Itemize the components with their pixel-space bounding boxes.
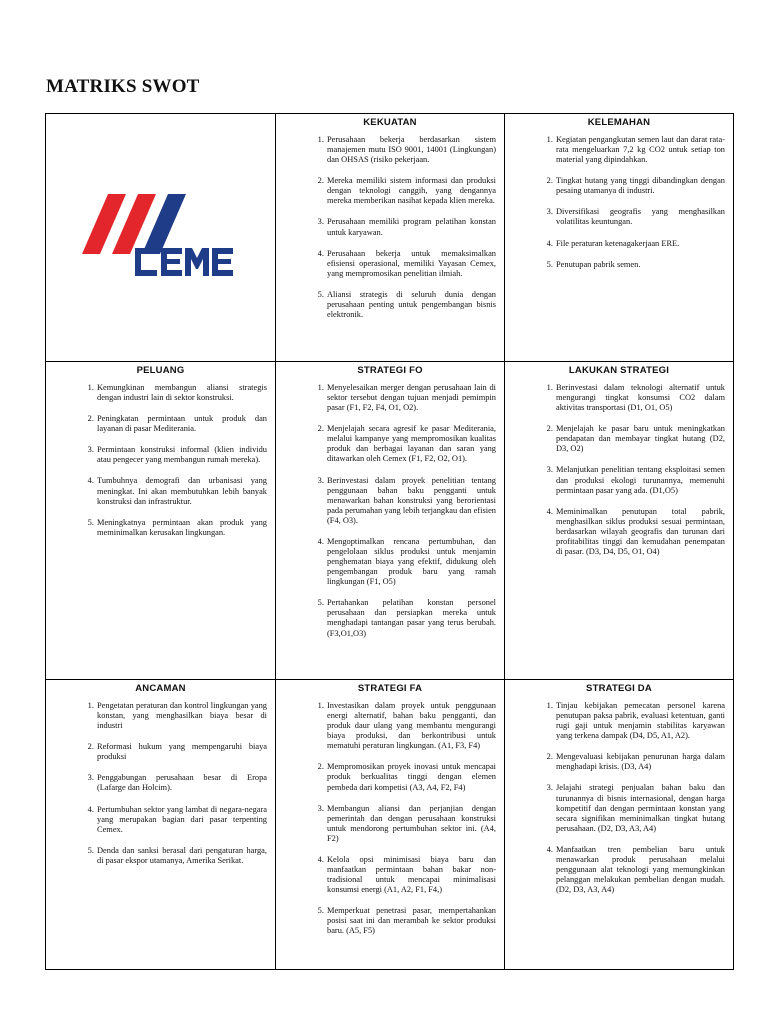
list-item: 4. Tumbuhnya demografi dan urbanisasi yang meningkat. Ini akan membutuhkan lebih banyak konstruksi dan infrastruktur. <box>96 476 267 506</box>
peluang-cell <box>46 362 276 680</box>
peluang-header: PELUANG <box>136 365 185 376</box>
matrix-row-ancaman <box>46 680 734 970</box>
list-item: 5. Aliansi strategis di seluruh dunia dengan perusahaan penting untuk pengembangan bisnis elektronik. <box>326 290 496 320</box>
page-title: MATRIKS SWOT <box>46 76 200 97</box>
list-item: 1. Berinvestasi dalam teknologi alternatif untuk mengurangi tingkat konsumsi CO2 dalam aktivitas transportasi (D1, O1, O5) <box>555 383 725 413</box>
lakukan-strategi-list <box>505 383 733 557</box>
kelemahan-header: KELEMAHAN <box>587 117 651 128</box>
strategi-fa-header: STRATEGI FA <box>357 683 423 694</box>
list-item: 3. Permintaan konstruksi informal (klien individu atau pengecer yang membangun rumah mereka). <box>96 445 267 465</box>
list-item: 3. Perusahaan memiliki program pelatihan konstan untuk karyawan. <box>326 217 496 237</box>
list-item: 2. Mereka memiliki sistem informasi dan produksi dengan teknologi canggih, yang dengannya mereka memberikan nasihat kepada klien mereka. <box>326 176 496 206</box>
list-item: 1. Menyelesaikan merger dengan perusahaan lain di sektor tersebut dengan tujuan menjadi pemimpin pasar (F1, F2, F4, O1, O2). <box>326 383 496 413</box>
list-item: 4. Mengoptimalkan rencana pertumbuhan, dan pengelolaan siklus produksi untuk menjamin penghematan biaya yang efektif, didukung oleh pengembangan produk baru yang ramah lingkungan (F1, O5) <box>326 537 496 587</box>
list-item: 3. Penggabungan perusahaan besar di Eropa (Lafarge dan Holcim). <box>96 773 267 793</box>
list-item: 3. Melanjutkan penelitian tentang eksploitasi semen dan produksi ekologi turunannya, memenuhi permintaan pasar yang ada. (D1,O5) <box>555 465 725 495</box>
peluang-list <box>46 383 275 538</box>
list-item: 5. Meningkatnya permintaan akan produk yang meminimalkan kerusakan lingkungan. <box>96 518 267 538</box>
list-item: 2. Reformasi hukum yang mempengaruhi biaya produksi <box>96 742 267 762</box>
cemex-logo <box>82 192 242 282</box>
strategi-da-cell <box>505 680 734 970</box>
list-item: 2. Mempromosikan proyek inovasi untuk mencapai produk berkualitas tinggi dengan elemen pembeda dari kompetisi (A3, A4, F2, F4) <box>326 762 496 792</box>
list-item: 5. Denda dan sanksi berasal dari pengaturan harga, di pasar ekspor utamanya, Amerika Serikat. <box>96 846 267 866</box>
strategi-da-header: STRATEGI DA <box>586 683 652 694</box>
kekuatan-header: KEKUATAN <box>363 117 417 128</box>
list-item: 1. Tinjau kebijakan pemecatan personel karena penutupan paksa pabrik, evaluasi ketentuan, ganti rugi gaji untuk menjamin stabilitas karyawan yang terkena dampak (D4, D5, A1, A2). <box>555 701 725 741</box>
list-item: 1. Investasikan dalam proyek untuk penggunaan energi alternatif, bahan baku pengganti, dan produk daur ulang yang membantu mengurangi biaya produksi, dan berkontribusi untuk mematuhi peraturan lingkungan. (A1, F3, F4) <box>326 701 496 751</box>
kelemahan-cell <box>505 114 734 362</box>
list-item: 2. Menjelajah secara agresif ke pasar Mediterania, melalui kampanye yang mempromosikan kualitas produk dan berbagai layanan dan saran yang ditawarkan oleh Cemex (F1, F2, O2, O1). <box>326 424 496 464</box>
kelemahan-list <box>505 135 733 270</box>
strategi-fa-cell <box>276 680 505 970</box>
ancaman-header: ANCAMAN <box>135 683 186 694</box>
kekuatan-list <box>276 135 504 320</box>
strategi-fo-list <box>276 383 504 639</box>
lakukan-strategi-cell <box>505 362 734 680</box>
strategi-fo-cell <box>276 362 505 680</box>
lakukan-strategi-header: LAKUKAN STRATEGI <box>568 365 670 376</box>
strategi-fo-header: STRATEGI FO <box>357 365 423 376</box>
list-item: 4. Perusahaan bekerja untuk memaksimalkan efisiensi operasional, memiliki Yayasan Cemex, yang mempromosikan penelitian ilmiah. <box>326 249 496 279</box>
list-item: 5. Pertahankan pelatihan konstan personel perusahaan dan persiapkan mereka untuk menghadapi tantangan pasar yang terus berubah. (F3,O1,O3) <box>326 598 496 638</box>
matrix-row-peluang <box>46 362 734 680</box>
kekuatan-cell <box>276 114 505 362</box>
list-item: 4. Kelola opsi minimisasi biaya baru dan manfaatkan permintaan bahan bakar non-tradisional untuk mencapai minimalisasi konsumsi energi (A1, A2, F1, F4,) <box>326 855 496 895</box>
list-item: 4. Manfaatkan tren pembelian baru untuk menawarkan produk perusahaan melalui penggunaan alat teknologi yang memungkinkan pelanggan melakukan pembelian dengan mudah. (D2, D3, A3, A4) <box>555 845 725 895</box>
list-item: 2. Peningkatan permintaan untuk produk dan layanan di pasar Mediterania. <box>96 414 267 434</box>
list-item: 1. Perusahaan bekerja berdasarkan sistem manajemen mutu ISO 9001, 14001 (Lingkungan) dan OHSAS (risiko pekerjaan. <box>326 135 496 165</box>
list-item: 4. Meminimalkan penutupan total pabrik, menghasilkan siklus produksi sesuai permintaan, berdasarkan wilayah geografis dan turunan dari profitabilitas tinggi dan kemudahan penempatan di pasar. (D3, D4, D5, O1, O4) <box>555 507 725 557</box>
strategi-da-list <box>505 701 733 895</box>
list-item: 2. Menjelajah ke pasar baru untuk meningkatkan pendapatan dan membayar tingkat hutang (D2, D3, O2) <box>555 424 725 454</box>
list-item: 3. Jelajahi strategi penjualan bahan baku dan turunannya di bisnis internasional, dengan harga kompetitif dan dengan permintaan konstan yang secara signifikan meminimalkan tingkat hutang perusahaan. (D2, D3, A3, A4) <box>555 783 725 833</box>
list-item: 1. Pengetatan peraturan dan kontrol lingkungan yang konstan, yang menghasilkan biaya besar di industri <box>96 701 267 731</box>
strategi-fa-list <box>276 701 504 936</box>
list-item: 3. Diversifikasi geografis yang menghasilkan volatilitas keuntungan. <box>555 207 725 227</box>
list-item: 5. Penutupan pabrik semen. <box>555 260 725 270</box>
list-item: 4. Pertumbuhan sektor yang lambat di negara-negara yang merupakan bagian dari pasar terpenting Cemex. <box>96 805 267 835</box>
list-item: 1. Kegiatan pengangkutan semen laut dan darat rata-rata mengeluarkan 7,2 kg CO2 untuk setiap ton material yang dipindahkan. <box>555 135 725 165</box>
logo-cell <box>46 114 276 362</box>
list-item: 5. Memperkuat penetrasi pasar, mempertahankan posisi saat ini dan merambah ke sektor produksi baru. (A5, F5) <box>326 906 496 936</box>
matrix-row-header <box>46 114 734 362</box>
ancaman-list <box>46 701 275 866</box>
list-item: 3. Membangun aliansi dan perjanjian dengan pemerintah dan dengan perusahaan konstruksi untuk mendorong pertumbuhan sektor ini. (A4, F2) <box>326 804 496 844</box>
list-item: 1. Kemungkinan membangun aliansi strategis dengan industri lain di sektor konstruksi. <box>96 383 267 403</box>
list-item: 3. Berinvestasi dalam proyek penelitian tentang penggunaan bahan baku pengganti untuk menawarkan bahan konstruksi yang berorientasi pada perumahan yang lebih terjangkau dan efisien (F4, O3). <box>326 476 496 526</box>
list-item: 2. Tingkat hutang yang tinggi dibandingkan dengan pesaing utamanya di industri. <box>555 176 725 196</box>
swot-matrix-table <box>45 113 734 970</box>
list-item: 4. File peraturan ketenagakerjaan ERE. <box>555 239 725 249</box>
list-item: 2. Mengevaluasi kebijakan penurunan harga dalam menghadapi krisis. (D3, A4) <box>555 752 725 772</box>
ancaman-cell <box>46 680 276 970</box>
